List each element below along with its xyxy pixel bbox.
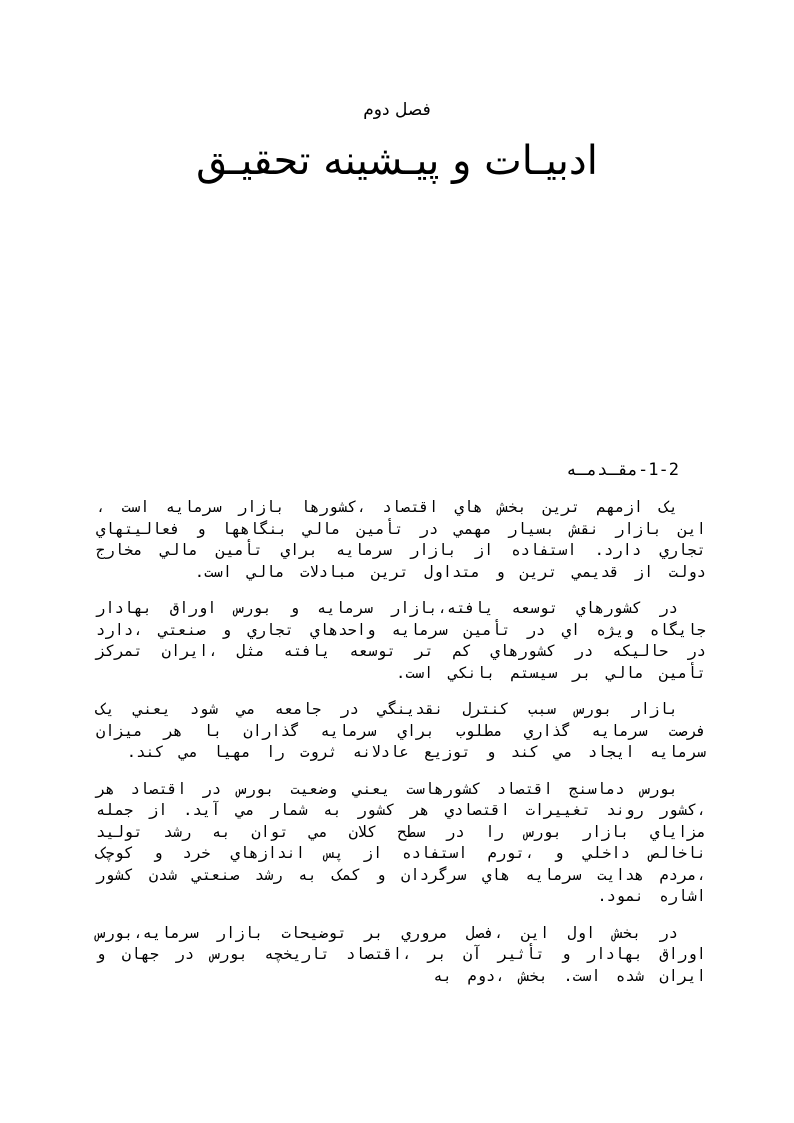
- chapter-label: فصل دوم: [363, 100, 431, 120]
- body-text: [96, 497, 706, 1002]
- paragraph: در کشورهاي توسعه یافته،بازار سرمایه و بورس اوراق بهادار جایگاه ویژه اي در تأمین سرمایه واحدهاي تجاري و صنعتي ،دارد در حالیکه در کشورهاي کم تر توسعه یافته مثل ،ایران تمرکز تأمین مالي بر سیستم بانکي است.: [96, 599, 706, 682]
- chapter-title: ادبیـات و پیـشینه تحقیـق: [196, 138, 598, 184]
- paragraph: بورس دماسنج اقتصاد کشورهاست یعني وضعیت بورس در اقتصاد هر ،کشور روند تغییرات اقتصادي هر کشور به شمار مي آید. از جمله مزایاي بازار بورس را در سطح کلان مي توان به رشد تولید ناخالص داخلي و ،تورم استفاده از پس اندازهاي خرد و کوچک ،مردم هدایت سرمایه هاي سرگردان و کمک به رشد صنعتي شدن کشور اشاره نمود.: [96, 779, 706, 905]
- paragraph: بازار بورس سبب کنترل نقدینگي در جامعه مي شود یعني یک فرصت سرمایه گذاري مطلوب براي سرمایه گذاران با هر میزان سرمایه ایجاد مي کند و توزیع عادلانه ثروت را مهیا مي کند.: [96, 700, 706, 761]
- section-heading: 1-2-مقـدمـه: [566, 460, 679, 480]
- paragraph: یک ازمهم ترین بخش هاي اقتصاد ،کشورها بازار سرمایه است ، این بازار نقش بسیار مهمي در تأمین مالي بنگاهها و فعالیتهاي تجاري دارد. استفاده از بازار سرمایه براي تأمین مالي مخارج دولت از قدیمي ترین و متداول ترین مبادلات مالي است.: [96, 498, 706, 581]
- paragraph: در بخش اول این ،فصل مروري بر توضیحات بازار سرمایه،بورس اوراق بهادار و تأثیر آن بر ،اقتصاد تاریخچه بورس در جهان و ایران شده است. بخش ،دوم به: [96, 923, 706, 985]
